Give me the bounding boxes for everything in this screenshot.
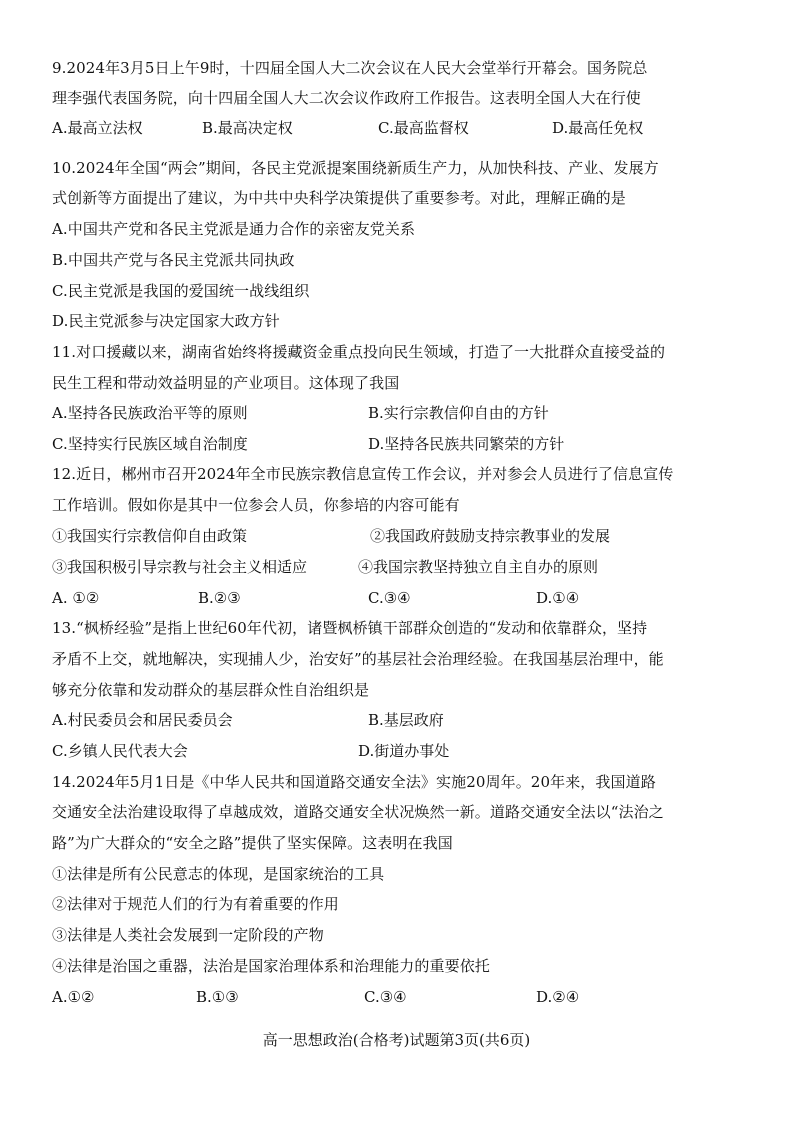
q9-option-b: B.最高决定权: [202, 119, 293, 137]
page-footer: 高一思想政治(合格考)试题第3页(共6页): [262, 1031, 531, 1049]
q9-option-c: C.最高监督权: [378, 119, 469, 137]
q13-stem-line-2: 矛盾不上交，就地解决，实现捕人少，治安好”的基层社会治理经验。在我国基层治理中，能: [52, 650, 664, 668]
q10-stem-line-1: 10.2024年全国“两会”期间，各民主党派提案围绕新质生产力，从加快科技、产业、发展方: [52, 159, 659, 177]
q10-stem-line-2: 式创新等方面提出了建议，为中共中央科学决策提供了重要参考。对此，理解正确的是: [52, 189, 626, 207]
q12-option-a: A. ①②: [52, 589, 100, 607]
q14-stem-line-2: 交通安全法治建设取得了卓越成效，道路交通安全状况焕然一新。道路交通安全法以“法治之: [52, 803, 664, 821]
q9-option-a: A.最高立法权: [52, 119, 143, 137]
q9-option-d: D.最高任免权: [552, 119, 644, 137]
q12-option-c: C.③④: [368, 589, 411, 607]
q14-statement-2: ②法律对于规范人们的行为有着重要的作用: [52, 895, 339, 913]
q12-statement-3: ③我国积极引导宗教与社会主义相适应: [52, 558, 308, 576]
q14-option-a: A.①②: [52, 988, 95, 1006]
q13-option-b: B.基层政府: [368, 711, 444, 729]
q10-option-d: D.民主党派参与决定国家大政方针: [52, 312, 280, 330]
q13-stem-line-1: 13.“枫桥经验”是指上世纪60年代初，诸暨枫桥镇干部群众创造的“发动和依靠群众，坚持: [52, 619, 648, 637]
q14-option-b: B.①③: [196, 988, 239, 1006]
q12-stem-line-1: 12.近日，郴州市召开2024年全市民族宗教信息宣传工作会议，并对参会人员进行了信息宣传: [52, 465, 674, 483]
q14-statement-1: ①法律是所有公民意志的体现，是国家统治的工具: [52, 865, 385, 883]
q11-stem-line-2: 民生工程和带动效益明显的产业项目。这体现了我国: [52, 374, 400, 392]
q10-option-b: B.中国共产党与各民主党派共同执政: [52, 251, 295, 269]
q11-option-c: C.坚持实行民族区域自治制度: [52, 435, 248, 453]
q9-stem-line-1: 9.2024年3月5日上午9时，十四届全国人大二次会议在人民大会堂举行开幕会。国务院总: [52, 59, 648, 77]
q14-option-c: C.③④: [364, 988, 407, 1006]
q13-stem-line-3: 够充分依靠和发动群众的基层群众性自治组织是: [52, 681, 370, 699]
q14-option-d: D.②④: [536, 988, 580, 1006]
q12-option-d: D.①④: [536, 589, 580, 607]
q10-option-a: A.中国共产党和各民主党派是通力合作的亲密友党关系: [52, 220, 416, 238]
q14-statement-4: ④法律是治国之重器，法治是国家治理体系和治理能力的重要依托: [52, 957, 490, 975]
q10-option-c: C.民主党派是我国的爱国统一战线组织: [52, 282, 310, 300]
q14-stem-line-3: 路”为广大群众的“安全之路”提供了坚实保障。这表明在我国: [52, 834, 453, 852]
q13-option-c: C.乡镇人民代表大会: [52, 742, 188, 760]
q12-statement-2: ②我国政府鼓励支持宗教事业的发展: [370, 527, 611, 545]
q14-stem-line-1: 14.2024年5月1日是《中华人民共和国道路交通安全法》实施20周年。20年来，我国道路: [52, 773, 656, 791]
q14-statement-3: ③法律是人类社会发展到一定阶段的产物: [52, 926, 324, 944]
q12-stem-line-2: 工作培训。假如你是其中一位参会人员，你参培的内容可能有: [52, 496, 460, 514]
q9-stem-line-2: 理李强代表国务院，向十四届全国人大二次会议作政府工作报告。这表明全国人大在行使: [52, 89, 641, 107]
q11-option-b: B.实行宗教信仰自由的方针: [368, 404, 549, 422]
q13-option-d: D.街道办事处: [358, 742, 450, 760]
q12-option-b: B.②③: [198, 589, 241, 607]
q13-option-a: A.村民委员会和居民委员会: [52, 711, 233, 729]
q11-stem-line-1: 11.对口援藏以来，湖南省始终将援藏资金重点投向民生领域，打造了一大批群众直接受益的: [52, 343, 666, 361]
q12-statement-1: ①我国实行宗教信仰自由政策: [52, 527, 248, 545]
q11-option-d: D.坚持各民族共同繁荣的方针: [368, 435, 565, 453]
q12-statement-4: ④我国宗教坚持独立自主自办的原则: [358, 558, 599, 576]
q11-option-a: A.坚持各民族政治平等的原则: [52, 404, 248, 422]
